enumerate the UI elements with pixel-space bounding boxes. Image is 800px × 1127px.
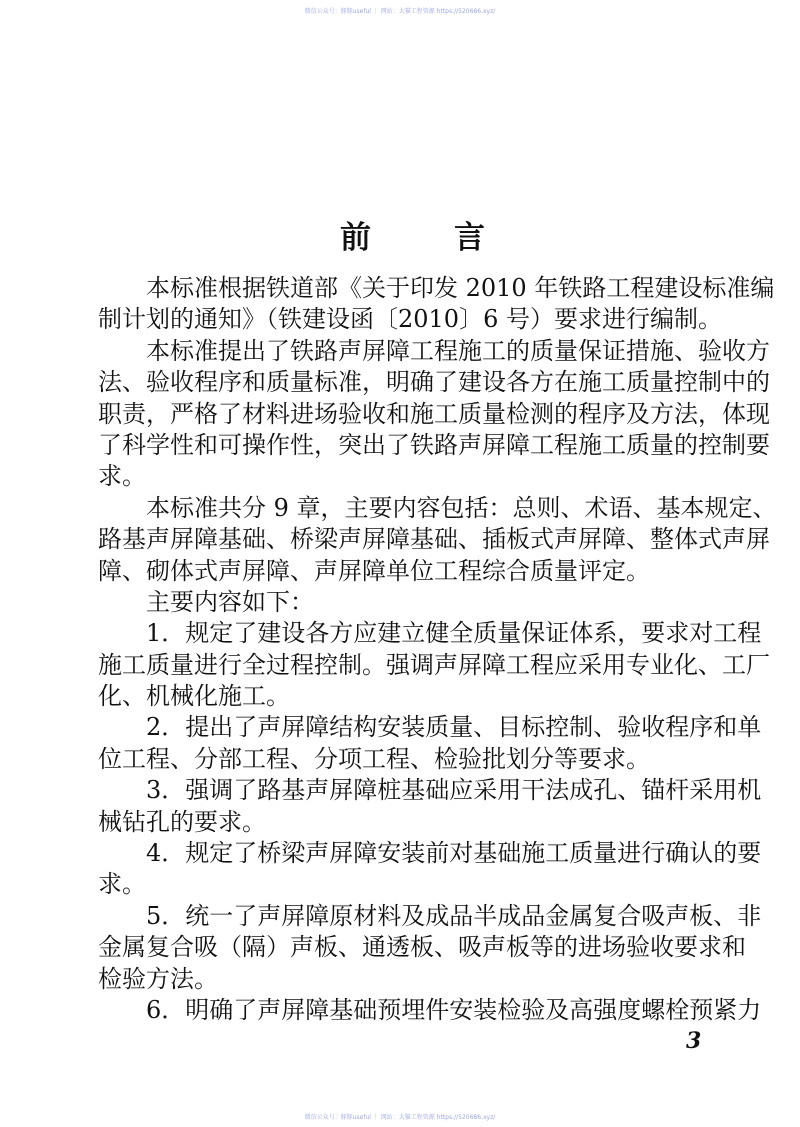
text-line: 本标准共分 9 章，主要内容包括：总则、术语、基本规定、	[146, 493, 777, 522]
title-char: 言	[454, 220, 485, 256]
page-title	[340, 212, 485, 257]
text-line: 3．强调了路基声屏障桩基础应采用干法成孔、锚杆采用机	[146, 776, 762, 805]
text-line: 5．统一了声屏障原材料及成品半成品金属复合吸声板、非	[146, 901, 762, 930]
preface-body	[98, 273, 777, 1026]
text-line: 法、验收程序和质量标准，明确了建设各方在施工质量控制中的	[98, 368, 770, 397]
text-line: 金属复合吸（隔）声板、通透板、吸声板等的进场验收要求和	[98, 933, 746, 962]
text-line: 制计划的通知》（铁建设函〔2010〕6 号）要求进行编制。	[98, 305, 722, 334]
text-line: 求。	[98, 462, 146, 491]
watermark-top: 微信公众号：豚豚useful ｜ 网站：大猫工程资源 https://520686.xyz/	[304, 8, 496, 15]
text-line: 施工质量进行全过程控制。强调声屏障工程应采用专业化、工厂	[98, 650, 770, 679]
text-line: 本标准根据铁道部《关于印发 2010 年铁路工程建设标准编	[146, 274, 775, 302]
text-line: 路基声屏障基础、桥梁声屏障基础、插板式声屏障、整体式声屏	[98, 525, 770, 554]
title-char: 前	[340, 220, 371, 256]
text-line: 职责，严格了材料进场验收和施工质量检测的程序及方法，体现	[98, 399, 770, 428]
text-line: 化、机械化施工。	[98, 682, 290, 711]
text-line: 检验方法。	[98, 964, 218, 993]
text-line: 主要内容如下：	[146, 587, 314, 616]
text-line: 求。	[98, 870, 146, 899]
watermark-bottom: 微信公众号：豚豚useful ｜ 网站：大猫工程资源 https://520686.xyz/	[304, 1114, 496, 1121]
text-line: 了科学性和可操作性，突出了铁路声屏障工程施工质量的控制要	[98, 430, 770, 459]
page-number: 3	[686, 1028, 702, 1054]
text-line: 2．提出了声屏障结构安装质量、目标控制、验收程序和单	[146, 713, 762, 742]
text-line: 6．明确了声屏障基础预埋件安装检验及高强度螺栓预紧力	[146, 995, 762, 1024]
text-line: 4．规定了桥梁声屏障安装前对基础施工质量进行确认的要	[146, 839, 762, 868]
text-line: 1．规定了建设各方应建立健全质量保证体系，要求对工程	[146, 619, 762, 648]
text-line: 本标准提出了铁路声屏障工程施工的质量保证措施、验收方	[146, 336, 770, 365]
text-line: 位工程、分部工程、分项工程、检验批划分等要求。	[98, 744, 650, 773]
text-line: 障、砌体式声屏障、声屏障单位工程综合质量评定。	[98, 556, 650, 585]
text-line: 械钻孔的要求。	[98, 807, 266, 836]
